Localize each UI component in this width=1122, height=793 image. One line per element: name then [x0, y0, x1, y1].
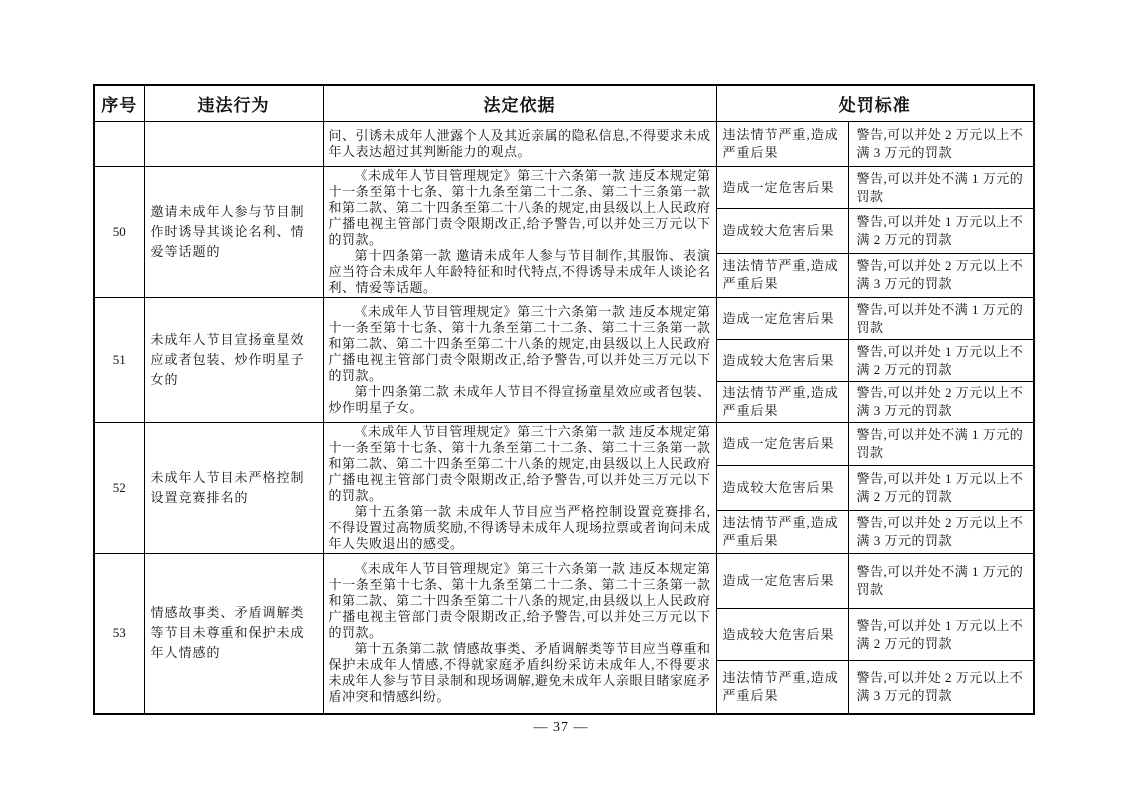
severity-cell: 违法情节严重,造成严重后果 — [716, 661, 848, 714]
serial-cell: 52 — [94, 423, 144, 554]
table-row-52 — [94, 423, 1034, 466]
severity-cell: 造成较大危害后果 — [716, 340, 848, 382]
severity-cell: 违法情节严重,造成严重后果 — [716, 511, 848, 554]
severity-cell: 造成较大危害后果 — [716, 465, 848, 511]
penalty-cell: 警告,可以并处 2 万元以上不满 3 万元的罚款 — [848, 382, 1034, 423]
severity-cell: 违法情节严重,造成严重后果 — [716, 122, 848, 167]
penalty-cell: 警告,可以并处不满 1 万元的罚款 — [848, 167, 1034, 209]
penalty-cell: 警告,可以并处 1 万元以上不满 2 万元的罚款 — [848, 609, 1034, 661]
severity-cell: 造成一定危害后果 — [716, 298, 848, 340]
legal-basis-cell — [323, 167, 716, 298]
legal-paragraph-2: 第十四条第二款 未成年人节目不得宣扬童星效应或者包装、炒作明星子女。 — [328, 384, 711, 415]
table-row-51 — [94, 298, 1034, 340]
legal-basis-cell — [323, 298, 716, 423]
legal-basis-cell — [323, 423, 716, 554]
legal-paragraph-continued: 问、引诱未成年人泄露个人及其近亲属的隐私信息,不得要求未成年人表达超过其判断能力的观点。 — [328, 128, 711, 159]
penalty-cell: 警告,可以并处不满 1 万元的罚款 — [848, 423, 1034, 466]
legal-paragraph-2: 第十五条第一款 未成年人节目应当严格控制设置竞赛排名,不得设置过高物质奖励,不得诱导未成年人现场拉票或者询问未成年人失败退出的感受。 — [328, 504, 711, 551]
severity-cell: 造成一定危害后果 — [716, 167, 848, 209]
serial-cell: 51 — [94, 298, 144, 423]
penalty-cell: 警告,可以并处 1 万元以上不满 2 万元的罚款 — [848, 465, 1034, 511]
severity-cell: 造成一定危害后果 — [716, 423, 848, 466]
legal-paragraph-1: 《未成年人节目管理规定》第三十六条第一款 违反本规定第十一条至第十七条、第十九条至第二十二条、第二十三条第一款和第二款、第二十四条至第二十八条的规定,由县级以上人民政府广播电视主管部门责令限期改正,给予警告,可以并处三万元以下的罚款。 — [328, 168, 711, 247]
penalty-cell: 警告,可以并处 2 万元以上不满 3 万元的罚款 — [848, 511, 1034, 554]
penalty-cell: 警告,可以并处 2 万元以上不满 3 万元的罚款 — [848, 122, 1034, 167]
table-row-carryover — [94, 122, 1034, 167]
serial-cell: 53 — [94, 554, 144, 714]
behavior-cell-empty — [144, 122, 323, 167]
page-number: — 37 — — [533, 720, 589, 735]
penalty-cell: 警告,可以并处不满 1 万元的罚款 — [848, 298, 1034, 340]
legal-basis-cell — [323, 122, 716, 167]
behavior-cell: 未成年人节目未严格控制设置竞赛排名的 — [144, 423, 323, 554]
legal-paragraph-1: 《未成年人节目管理规定》第三十六条第一款 违反本规定第十一条至第十七条、第十九条至第二十二条、第二十三条第一款和第二款、第二十四条至第二十八条的规定,由县级以上人民政府广播电视主管部门责令限期改正,给予警告,可以并处三万元以下的罚款。 — [328, 304, 711, 383]
behavior-cell: 情感故事类、矛盾调解类等节目未尊重和保护未成年人情感的 — [144, 554, 323, 714]
column-header-legal-basis: 法定依据 — [323, 85, 716, 122]
legal-basis-cell — [323, 554, 716, 714]
severity-cell: 造成较大危害后果 — [716, 209, 848, 253]
column-header-serial: 序号 — [94, 85, 144, 122]
penalty-cell: 警告,可以并处 2 万元以上不满 3 万元的罚款 — [848, 661, 1034, 714]
table-header-row — [94, 85, 1034, 122]
penalty-cell: 警告,可以并处 1 万元以上不满 2 万元的罚款 — [848, 209, 1034, 253]
legal-paragraph-1: 《未成年人节目管理规定》第三十六条第一款 违反本规定第十一条至第十七条、第十九条至第二十二条、第二十三条第一款和第二款、第二十四条至第二十八条的规定,由县级以上人民政府广播电视主管部门责令限期改正,给予警告,可以并处三万元以下的罚款。 — [328, 561, 711, 641]
severity-cell: 违法情节严重,造成严重后果 — [716, 382, 848, 423]
penalty-cell: 警告,可以并处 1 万元以上不满 2 万元的罚款 — [848, 340, 1034, 382]
legal-paragraph-2: 第十四条第一款 邀请未成年人参与节目制作,其服饰、表演应当符合未成年人年龄特征和时代特点,不得诱导未成年人谈论名利、情爱等话题。 — [328, 248, 711, 295]
severity-cell: 造成一定危害后果 — [716, 554, 848, 609]
behavior-cell: 未成年人节目宣扬童星效应或者包装、炒作明星子女的 — [144, 298, 323, 423]
penalty-table — [93, 84, 1035, 715]
table-row-53 — [94, 554, 1034, 609]
penalty-cell: 警告,可以并处不满 1 万元的罚款 — [848, 554, 1034, 609]
serial-cell-empty — [94, 122, 144, 167]
table-row-50 — [94, 167, 1034, 209]
legal-paragraph-2: 第十五条第二款 情感故事类、矛盾调解类等节目应当尊重和保护未成年人情感,不得就家庭矛盾纠纷采访未成年人,不得要求未成年人参与节目录制和现场调解,避免未成年人亲眼目睹家庭矛盾冲突和情感纠纷。 — [328, 641, 711, 705]
legal-paragraph-1: 《未成年人节目管理规定》第三十六条第一款 违反本规定第十一条至第十七条、第十九条至第二十二条、第二十三条第一款和第二款、第二十四条至第二十八条的规定,由县级以上人民政府广播电视主管部门责令限期改正,给予警告,可以并处三万元以下的罚款。 — [328, 424, 711, 503]
severity-cell: 违法情节严重,造成严重后果 — [716, 253, 848, 297]
serial-cell: 50 — [94, 167, 144, 298]
column-header-behavior: 违法行为 — [144, 85, 323, 122]
severity-cell: 造成较大危害后果 — [716, 609, 848, 661]
penalty-cell: 警告,可以并处 2 万元以上不满 3 万元的罚款 — [848, 253, 1034, 297]
column-header-penalty-standard: 处罚标准 — [716, 85, 1034, 122]
behavior-cell: 邀请未成年人参与节目制作时诱导其谈论名利、情爱等话题的 — [144, 167, 323, 298]
